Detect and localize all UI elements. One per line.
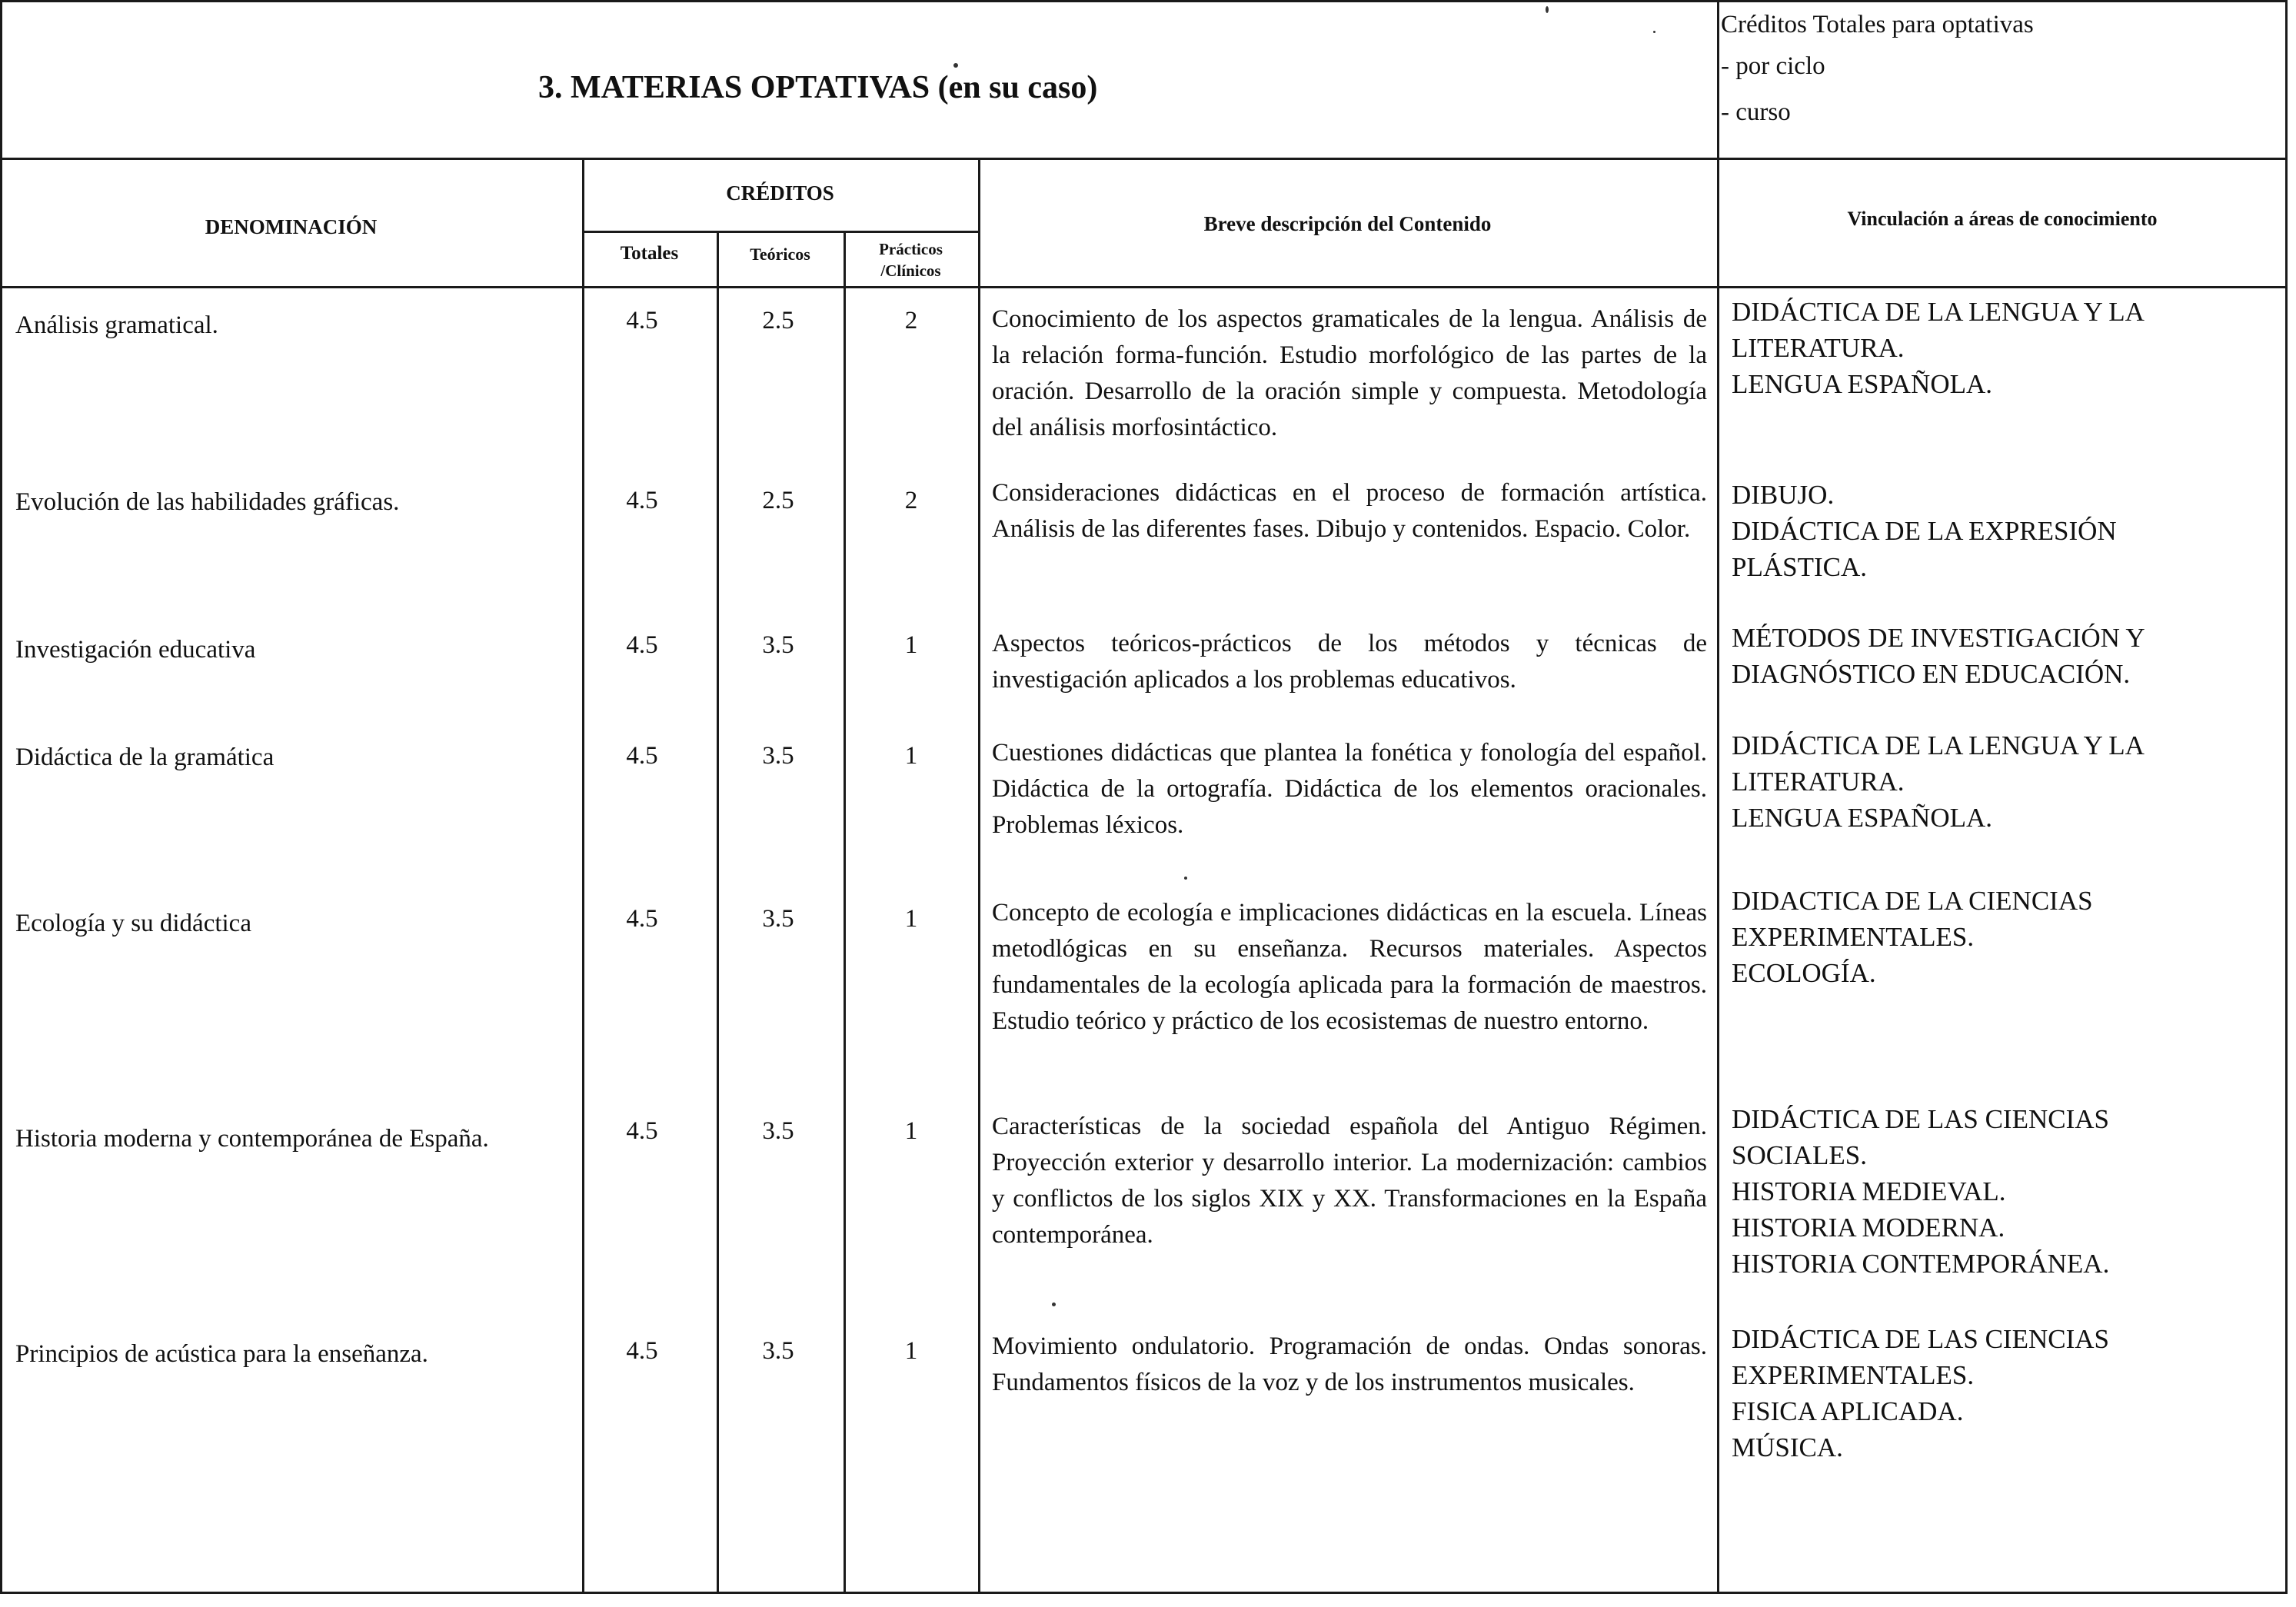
row-1-areas [1732,294,2285,402]
area-line: HISTORIA CONTEMPORÁNEA. [1732,1249,2110,1279]
area-line: DIAGNÓSTICO EN EDUCACIÓN. [1732,659,2131,689]
row-5-areas [1732,883,2285,991]
row-4-practicos: 1 [904,742,918,770]
header-descripcion: Breve descripción del Contenido [1203,212,1492,235]
corner-left-border [1717,0,1719,1594]
row-6-teoricos: 3.5 [762,1117,794,1145]
area-line: DIBUJO. [1732,480,1835,510]
header-vinculacion: Vinculación a áreas de conocimiento [1847,208,2158,230]
row-6-areas [1732,1101,2285,1282]
row-2-denominacion: Evolución de las habilidades gráficas. [15,488,400,516]
area-line: DIDÁCTICA DE LA LENGUA Y LA [1732,730,2145,760]
header-clinicos: /Clínicos [880,261,941,280]
row-1-descripcion: Conocimiento de los aspectos gramaticales de la lengua. Análisis de la relación forma-función. Estudio morfológico de las partes de la oración. Desarrollo de la oración simple y compuesta. Metodología del análisis morfosintáctico. [992,305,1707,441]
creditos-sub-border [582,231,978,233]
area-line: MÚSICA. [1732,1432,1843,1462]
corner-creditos-totales: Créditos Totales para optativas [1721,11,2034,38]
row-1-practicos: 2 [904,307,918,334]
row-7-teoricos: 3.5 [762,1337,794,1365]
row-5-totales: 4.5 [626,905,658,933]
row-4-totales: 4.5 [626,742,658,770]
col-denominacion-border [582,158,584,1594]
header-totales: Totales [620,243,679,264]
area-line: DIDÁCTICA DE LAS CIENCIAS [1732,1104,2109,1134]
area-line: LITERATURA. [1732,767,1905,797]
col-practicos-border [978,158,980,1594]
row-4-areas [1732,727,2285,836]
row-4-descripcion: Cuestiones didácticas que plantea la fonética y fonología del español. Didáctica de la ortografía. Didáctica de los elementos oracionales. Problemas léxicos. [992,739,1707,839]
col-totales-border [717,231,719,1594]
row-4-teoricos: 3.5 [762,742,794,770]
area-line: PLÁSTICA. [1732,552,1867,582]
row-3-teoricos: 3.5 [762,631,794,659]
row-3-descripcion: Aspectos teóricos-prácticos de los métodos y técnicas de investigación aplicados a los problemas educativos. [992,630,1707,694]
area-line: ECOLOGÍA. [1732,958,1876,988]
row-2-practicos: 2 [904,487,918,514]
header-practicos: Prácticos [879,240,943,258]
row-6-practicos: 1 [904,1117,918,1145]
row-3-areas [1732,620,2285,692]
row-7-areas [1732,1321,2285,1466]
scan-speck [1184,877,1187,880]
row-5-descripcion: Concepto de ecología e implicaciones didácticas en la escuela. Líneas metodlógicas en su enseñanza. Recursos materiales. Aspectos fundamentales de la ecología aplicada para la formación de maestros. Estudio teórico y práctico de los ecosistemas de nuestro entorno. [992,899,1707,1035]
row-2-areas [1732,477,2285,585]
row-3-practicos: 1 [904,631,918,659]
row-5-denominacion: Ecología y su didáctica [15,910,251,937]
row-3-denominacion: Investigación educativa [15,636,256,664]
row-1-denominacion: Análisis gramatical. [15,311,218,339]
row-1-teoricos: 2.5 [762,307,794,334]
row-2-teoricos: 2.5 [762,487,794,514]
area-line: LITERATURA. [1732,333,1905,363]
area-line: EXPERIMENTALES. [1732,1360,1975,1390]
area-line: LENGUA ESPAÑOLA. [1732,369,1993,399]
page-title: 3. MATERIAS OPTATIVAS (en su caso) [538,70,1098,105]
row-2-totales: 4.5 [626,487,658,514]
area-line: HISTORIA MEDIEVAL. [1732,1176,2006,1206]
corner-por-ciclo: - por ciclo [1721,52,1825,80]
row-5-teoricos: 3.5 [762,905,794,933]
col-teoricos-border [844,231,846,1594]
title-bottom-border [0,158,2288,160]
row-7-descripcion: Movimiento ondulatorio. Programación de ondas. Ondas sonoras. Fundamentos físicos de la voz y de los instrumentos musicales. [992,1333,1707,1396]
table-right-border [2285,0,2288,1594]
corner-curso: - curso [1721,98,1791,126]
header-creditos: CRÉDITOS [726,181,834,205]
row-7-practicos: 1 [904,1337,918,1365]
area-line: SOCIALES. [1732,1140,1867,1170]
scan-speck [1653,31,1655,33]
scan-speck [953,63,958,68]
row-7-denominacion: Principios de acústica para la enseñanza. [15,1340,428,1368]
row-5-practicos: 1 [904,905,918,933]
header-denominacion: DENOMINACIÓN [205,215,378,238]
header-bottom-border [0,286,2288,288]
row-6-descripcion: Características de la sociedad española del Antiguo Régimen. Proyección exterior y desarrollo interior. La modernización: cambios y conflictos de los siglos XIX y XX. Transformaciones en la España contemporánea. [992,1113,1707,1249]
scan-speck [1052,1303,1056,1306]
area-line: DIDÁCTICA DE LAS CIENCIAS [1732,1324,2109,1354]
row-6-totales: 4.5 [626,1117,658,1145]
area-line: FISICA APLICADA. [1732,1396,1964,1426]
area-line: DIDÁCTICA DE LA EXPRESIÓN [1732,516,2117,546]
area-line: DIDACTICA DE LA CIENCIAS [1732,886,2093,916]
header-teoricos: Teóricos [750,245,810,264]
area-line: LENGUA ESPAÑOLA. [1732,803,1993,833]
row-6-denominacion-text: Historia moderna y contemporánea de España. [15,1125,489,1153]
row-6-denominacion [15,1121,554,1157]
area-line: HISTORIA MODERNA. [1732,1213,2005,1243]
row-3-totales: 4.5 [626,631,658,659]
row-1-totales: 4.5 [626,307,658,334]
row-7-totales: 4.5 [626,1337,658,1365]
area-line: DIDÁCTICA DE LA LENGUA Y LA [1732,297,2145,327]
row-2-descripcion: Consideraciones didácticas en el proceso de formación artística. Análisis de las diferentes fases. Dibujo y contenidos. Espacio. Color. [992,479,1707,543]
area-line: EXPERIMENTALES. [1732,922,1975,952]
row-4-denominacion: Didáctica de la gramática [15,744,275,771]
area-line: MÉTODOS DE INVESTIGACIÓN Y [1732,623,2145,653]
table-bottom-border [0,1592,2288,1594]
scan-speck [1546,6,1549,13]
